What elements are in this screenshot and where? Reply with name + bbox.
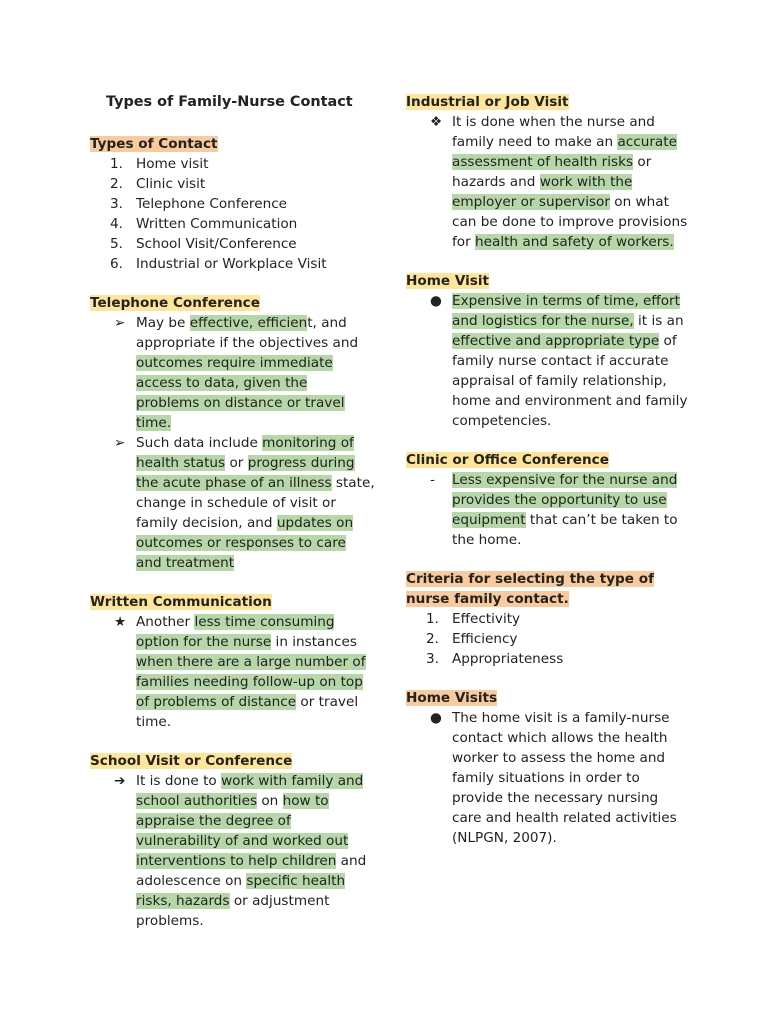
telephone-conference-heading: Telephone Conference bbox=[90, 295, 260, 311]
written-communication-heading: Written Communication bbox=[90, 594, 272, 610]
list-item: ★ Another less time consuming option for the nurse in instances when there are a large number of families needing follow-up on top of problems of distance or travel time. bbox=[114, 614, 366, 730]
list-item: ➢ Such data include monitoring of health status or progress during the acute phase of an illness state, change in schedule of visit or family decision, and updates on outcomes or responses to care and treatment bbox=[114, 435, 375, 571]
dot-bullet-icon: ● bbox=[430, 293, 442, 309]
star-bullet-icon: ★ bbox=[114, 614, 127, 630]
list-item: ➢ May be effective, efficient, and appropriate if the objectives and outcomes require immediate access to data, given the problems on distance or travel time. bbox=[114, 315, 359, 431]
list-item: ❖ It is done when the nurse and family need to make an accurate assessment of health risks or hazards and work with the employer or supervisor on what can be done to improve provisions for health and safety of workers. bbox=[430, 114, 688, 250]
clinic-conference-list bbox=[406, 470, 691, 550]
school-visit-list bbox=[90, 771, 375, 931]
arrowhead-bullet-icon: ➢ bbox=[114, 435, 126, 451]
diamond-bullet-icon: ❖ bbox=[430, 114, 443, 130]
industrial-visit-heading: Industrial or Job Visit bbox=[406, 94, 569, 110]
list-item: 4. Written Communication bbox=[110, 216, 298, 232]
dash-bullet-icon: - bbox=[430, 472, 435, 488]
school-visit-heading: School Visit or Conference bbox=[90, 753, 293, 769]
criteria-list bbox=[406, 609, 691, 669]
page-title: Types of Family-Nurse Contact bbox=[106, 94, 353, 110]
list-item: ● The home visit is a family-nurse contact which allows the health worker to assess the home and family situations in order to provide the necessary nursing care and health related activities (NLPGN, 2007). bbox=[430, 710, 677, 846]
types-of-contact-heading: Types of Contact bbox=[90, 136, 218, 152]
left-column bbox=[90, 92, 375, 931]
list-item: 3. Telephone Conference bbox=[110, 196, 288, 212]
arrowhead-bullet-icon: ➢ bbox=[114, 315, 126, 331]
home-visit-list bbox=[406, 291, 691, 431]
list-item: 3. Appropriateness bbox=[426, 651, 564, 667]
written-communication-list bbox=[90, 612, 375, 732]
list-item: - Less expensive for the nurse and provides the opportunity to use equipment that can’t be taken to the home. bbox=[430, 472, 678, 548]
list-item: ● Expensive in terms of time, effort and logistics for the nurse, it is an effective and appropriate type of family nurse contact if accurate appraisal of family relationship, home and environment and family competencies. bbox=[430, 293, 688, 429]
industrial-visit-list bbox=[406, 112, 691, 252]
list-item: 2. Clinic visit bbox=[110, 176, 206, 192]
home-visits-heading: Home Visits bbox=[406, 690, 498, 706]
criteria-heading: Criteria for selecting the type of nurse family contact. bbox=[406, 571, 654, 607]
list-item: 1. Effectivity bbox=[426, 611, 521, 627]
arrow-bullet-icon: ➔ bbox=[114, 773, 126, 789]
clinic-conference-heading: Clinic or Office Conference bbox=[406, 452, 609, 468]
list-item: ➔ It is done to work with family and school authorities on how to appraise the degree of vulnerability of and worked out interventions to help children and adolescence on specific health risks, hazards or adjustment problems. bbox=[114, 773, 367, 929]
list-item: 2. Efficiency bbox=[426, 631, 518, 647]
telephone-conference-list bbox=[90, 313, 375, 573]
right-column bbox=[406, 92, 691, 848]
dot-bullet-icon: ● bbox=[430, 710, 442, 726]
types-of-contact-list bbox=[90, 154, 375, 274]
home-visits-list bbox=[406, 708, 691, 848]
list-item: 1. Home visit bbox=[110, 156, 209, 172]
home-visit-heading: Home Visit bbox=[406, 273, 490, 289]
list-item: 6. Industrial or Workplace Visit bbox=[110, 256, 327, 272]
list-item: 5. School Visit/Conference bbox=[110, 236, 297, 252]
